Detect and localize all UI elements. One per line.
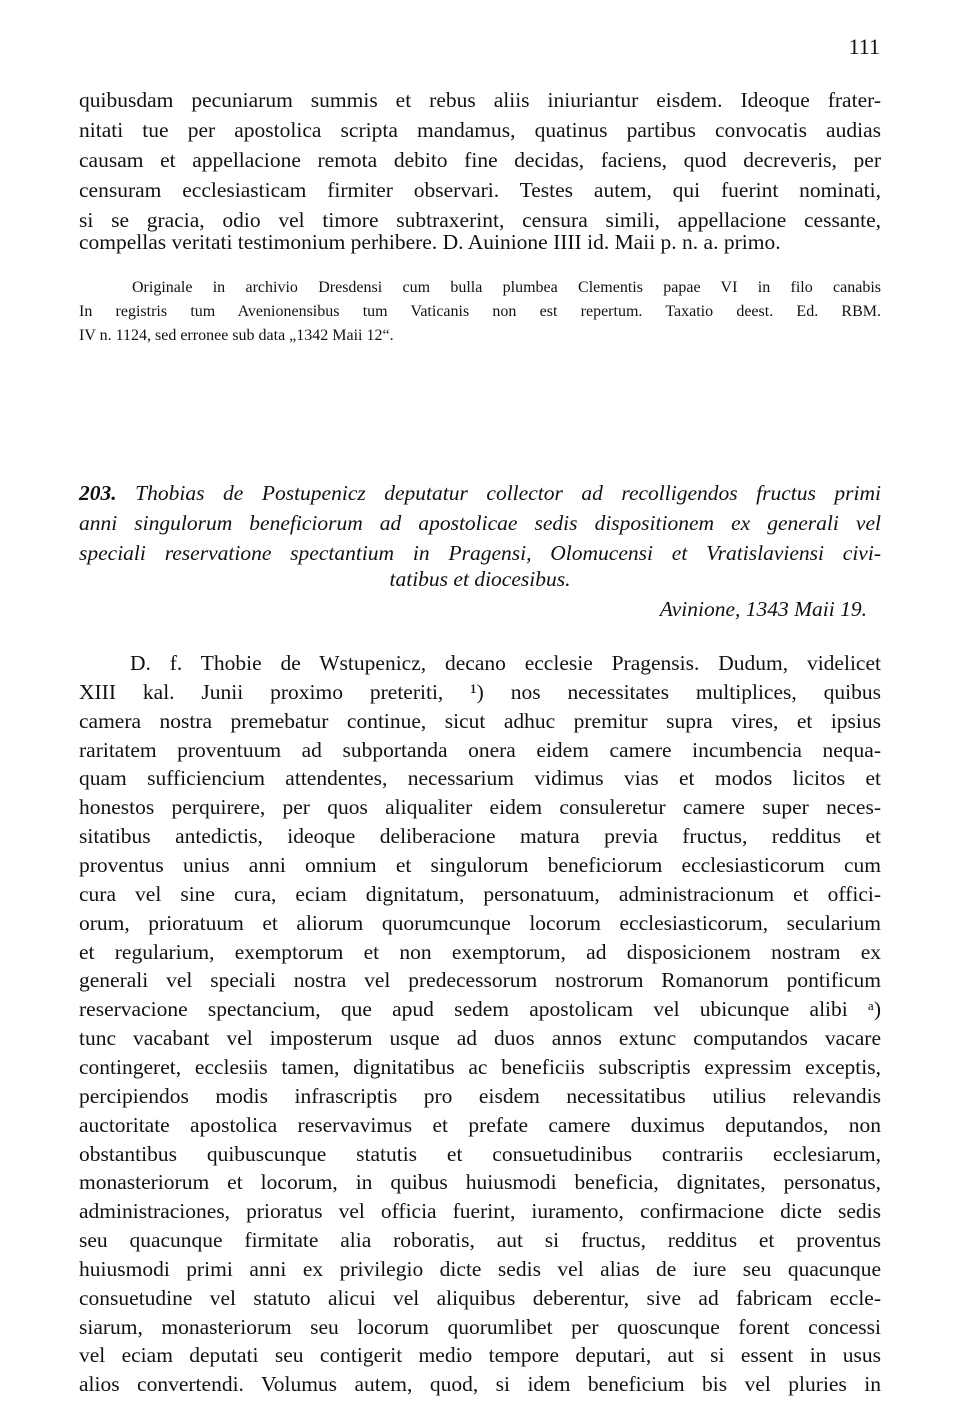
text-line: vel eciam deputati seu contigerit medio tempore deputari, aut si essent in usus <box>79 1343 881 1368</box>
text-line: cura vel sine cura, eciam dignitatum, personatuum, administracionum et offici- <box>79 881 881 906</box>
text-line: XIII kal. Junii proximo preteriti, ¹) nos necessitates multiplices, quibus <box>79 679 881 704</box>
note-line: IV n. 1124, sed erronee sub data „1342 Maii 12“. <box>79 327 394 344</box>
note-line: Originale in archivio Dresdensi cum bulla plumbea Clementis papae VI in filo canabis <box>132 279 881 296</box>
text-line: huiusmodi primi anni ex privilegio dicte sedis vel alias de iure seu quacunque <box>79 1256 881 1281</box>
document-number: 203. <box>79 481 117 505</box>
place-date: Avinione, 1343 Maii 19. <box>659 597 867 621</box>
text-line: quam sufficiencium attendentes, necessarium vidimus vias et modos licitos et <box>79 766 881 791</box>
text-line: consuetudine vel statuto alicui vel aliquibus deberentur, sive ad fabricam eccle- <box>79 1285 881 1310</box>
text-line: nitati tue per apostolica scripta mandamus, quatinus partibus convocatis audias <box>79 118 881 142</box>
text-line: percipiendos modis infrascriptis pro eisdem necessitatibus utilius relevandis <box>79 1083 881 1108</box>
heading-text: Thobias de Postupenicz deputatur collector ad recolligendos fructus primi <box>135 481 882 505</box>
text-line: siarum, monasteriorum seu locorum quorumlibet per quoscunque forent concessi <box>79 1314 881 1339</box>
note-line: In registris tum Avenionensibus tum Vaticanis non est repertum. Taxatio deest. Ed. RBM. <box>79 303 881 320</box>
heading-line <box>79 478 881 508</box>
text-line: seu quacunque firmitate alia roboratis, aut si fructus, redditus et proventus <box>79 1228 881 1252</box>
text-line: et regularium, exemptorum et non exemptorum, ad disposicionem nostram ex <box>79 939 881 964</box>
text-line: alios convertendi. Volumus autem, quod, si idem beneficium bis vel pluries in <box>79 1372 881 1397</box>
text-line: D. f. Thobie de Wstupenicz, decano ecclesie Pragensis. Dudum, videlicet <box>130 651 881 675</box>
text-line: proventus unius anni omnium et singulorum beneficiorum ecclesiasticorum cum <box>79 853 881 877</box>
text-line: quibusdam pecuniarum summis et rebus aliis iniuriantur eisdem. Ideoque frater- <box>79 88 881 112</box>
text-line: administraciones, prioratus vel officia fuerint, iuramento, confirmacione dicte sedis <box>79 1199 881 1224</box>
text-line: honestos perquirere, per quos aliqualiter eidem consuleretur camere super neces- <box>79 795 881 820</box>
text-line: raritatem proventuum ad subportanda onera eidem camere incumbencia nequa- <box>79 737 881 762</box>
text-line: obstantibus quibuscunque statutis et consuetudinibus contrariis ecclesiarum, <box>79 1141 881 1166</box>
heading-line: anni singulorum beneficiorum ad apostolicae sedis dispositionem ex generali vel <box>79 511 881 535</box>
text-line: monasteriorum et locorum, in quibus huiusmodi beneficia, dignitates, personatus, <box>79 1170 881 1195</box>
text-line: generali vel speciali nostra vel predecessorum nostrorum Romanorum pontificum <box>79 968 881 993</box>
text-line: compellas veritati testimonium perhibere. D. Auinione IIII id. Maii p. n. a. primo. <box>79 230 781 254</box>
text-line: contingeret, ecclesiis tamen, dignitatibus ac beneficiis subscriptis expressim exceptis, <box>79 1054 881 1079</box>
page-number: 111 <box>848 34 880 59</box>
text-line: camera nostra premebatur continue, sicut adhuc premitur supra vires, et ipsius <box>79 708 881 733</box>
text-line: orum, prioratuum et aliorum quorumcunque locorum ecclesiasticorum, secularium <box>79 910 881 935</box>
text-line: censuram ecclesiasticam firmiter observari. Testes autem, qui fuerint nominati, <box>79 178 881 202</box>
text-line: sitatibus antedictis, ideoque deliberacione matura previa fructus, redditus et <box>79 824 881 849</box>
text-line: si se gracia, odio vel timore subtraxerint, censura simili, appellacione cessante, <box>79 208 881 232</box>
heading-line: tatibus et diocesibus. <box>389 567 571 591</box>
text-line: auctoritate apostolica reservavimus et prefate camere duximus deputandos, non <box>79 1112 881 1137</box>
text-line: causam et appellacione remota debito fine decidas, faciens, quod decreveris, per <box>79 148 881 172</box>
text-line: tunc vacabant vel imposterum usque ad duos annos extunc computandos vacare <box>79 1026 881 1050</box>
text-line: reservacione spectancium, que apud sedem apostolicam vel ubicunque alibi ᵃ) <box>79 997 881 1022</box>
heading-line: speciali reservatione spectantium in Pragensi, Olomucensi et Vratislaviensi civi- <box>79 541 881 565</box>
